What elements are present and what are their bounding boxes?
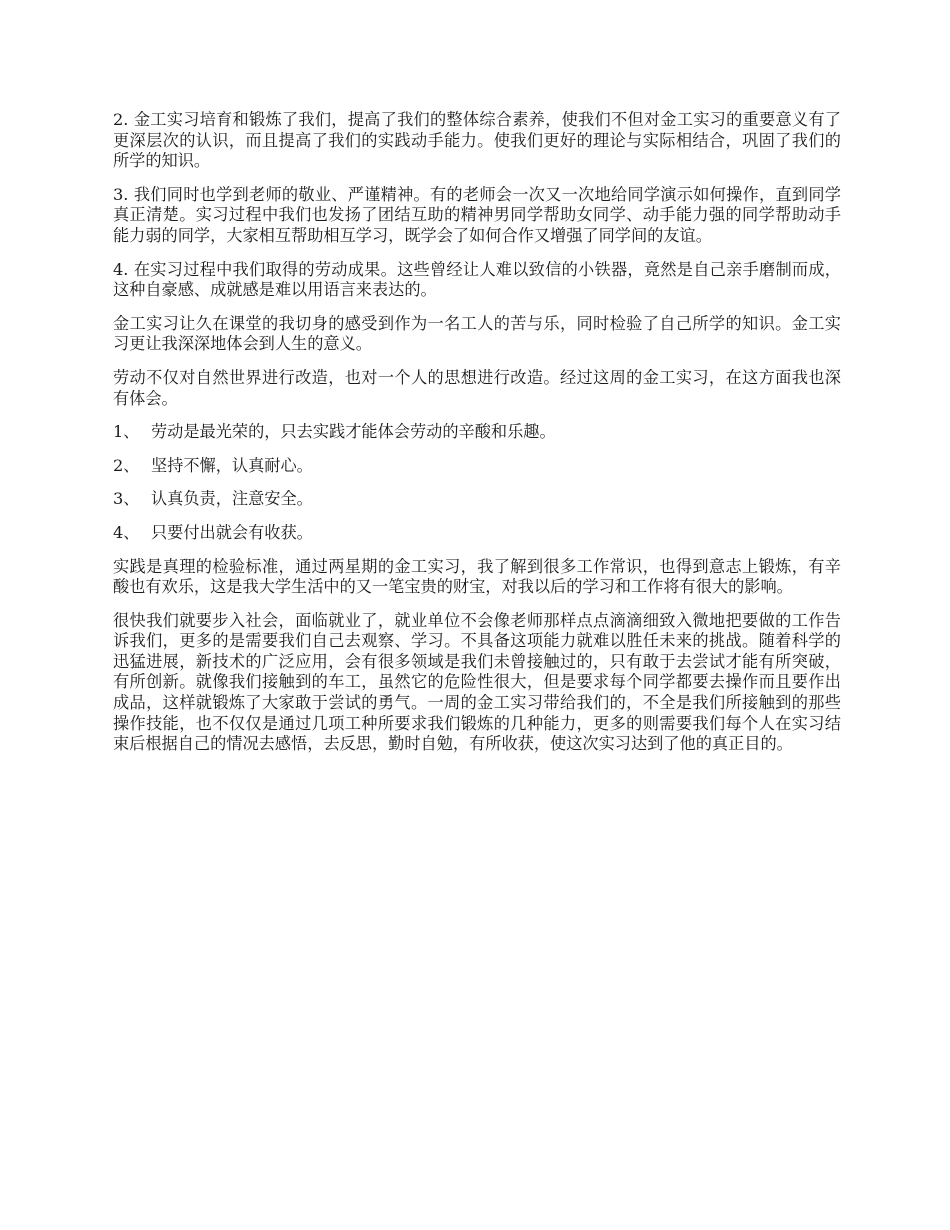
list-item [113, 456, 841, 477]
paragraph-point-3: 3. 我们同时也学到老师的敬业、严谨精神。有的老师会一次又一次地给同学演示如何操作，直到同学真正清楚。实习过程中我们也发扬了团结互助的精神男同学帮助女同学、动手能力强的同学帮助动手能力弱的同学，大家相互帮助相互学习，既学会了如何合作又增强了同学间的友谊。 [113, 184, 841, 245]
list-item [113, 422, 841, 443]
paragraph-conclusion: 很快我们就要步入社会，面临就业了，就业单位不会像老师那样点点滴滴细致入微地把要做的工作告诉我们，更多的是需要我们自己去观察、学习。不具备这项能力就难以胜任未来的挑战。随着科学的迅猛进展，新技术的广泛应用，会有很多领域是我们未曾接触过的，只有敢于去尝试才能有所突破，有所创新。就像我们接触到的车工，虽然它的危险性很大，但是要求每个同学都要去操作而且要作出成品，这样就锻炼了大家敢于尝试的勇气。一周的金工实习带给我们的，不全是我们所接触到的那些操作技能，也不仅仅是通过几项工种所要求我们锻炼的几种能力，更多的则需要我们每个人在实习结束后根据自己的情况去感悟，去反思，勤时自勉，有所收获，使这次实习达到了他的真正目的。 [113, 610, 841, 754]
list-item-number: 4、 [113, 522, 140, 542]
list-item [113, 523, 841, 544]
paragraph-point-2: 2. 金工实习培育和锻炼了我们，提高了我们的整体综合素养，使我们不但对金工实习的重要意义有了更深层次的认识，而且提高了我们的实践动手能力。使我们更好的理论与实际相结合，巩固了我们的所学的知识。 [113, 110, 841, 171]
document-body [113, 110, 841, 768]
list-item-number: 3、 [113, 489, 140, 509]
paragraph-practice: 实践是真理的检验标准，通过两星期的金工实习，我了解到很多工作常识，也得到意志上锻炼，有辛酸也有欢乐，这是我大学生活中的又一笔宝贵的财宝，对我以后的学习和工作将有很大的影响。 [113, 556, 841, 597]
paragraph-reflection: 金工实习让久在课堂的我切身的感受到作为一名工人的苦与乐，同时检验了自己所学的知识。金工实习更让我深深地体会到人生的意义。 [113, 313, 841, 354]
list-item [113, 489, 841, 510]
list-item-number: 2、 [113, 455, 140, 475]
paragraph-labor: 劳动不仅对自然世界进行改造，也对一个人的思想进行改造。经过这周的金工实习，在这方面我也深有体会。 [113, 367, 841, 408]
list-item-text: 只要付出就会有收获。 [151, 522, 313, 542]
paragraph-point-4: 4. 在实习过程中我们取得的劳动成果。这些曾经让人难以致信的小铁器，竟然是自己亲手磨制而成，这种自豪感、成就感是难以用语言来表达的。 [113, 259, 841, 300]
list-item-text: 劳动是最光荣的，只去实践才能体会劳动的辛酸和乐趣。 [151, 422, 556, 442]
list-item-number: 1、 [113, 422, 140, 442]
list-item-text: 认真负责，注意安全。 [151, 489, 313, 509]
list-item-text: 坚持不懈，认真耐心。 [151, 455, 313, 475]
